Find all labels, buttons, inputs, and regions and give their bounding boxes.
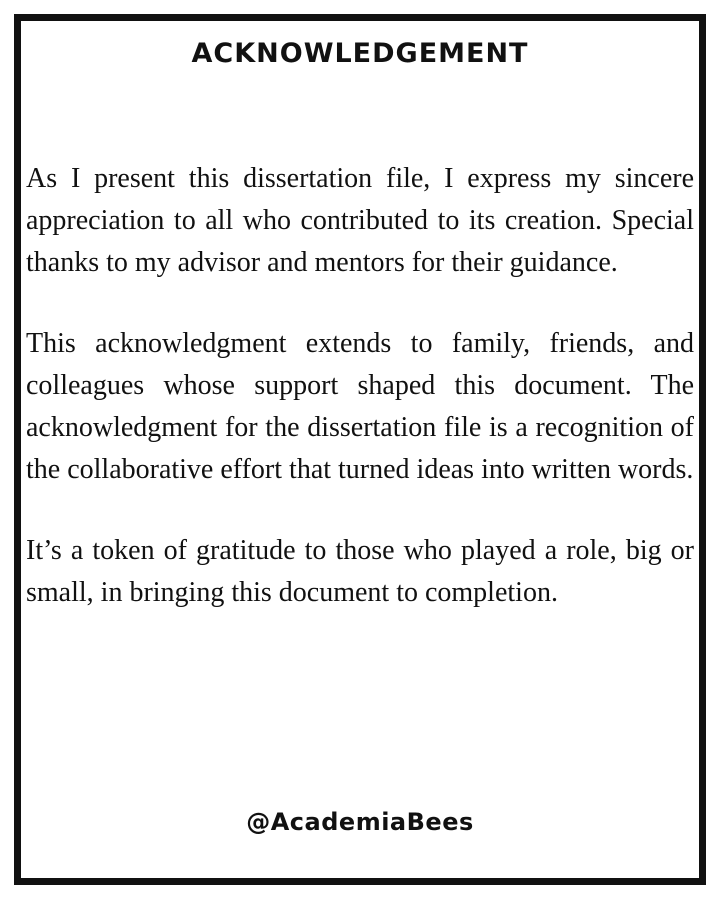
paragraph-3: It’s a token of gratitude to those who played a role, big or small, in bringing this document to completion. — [26, 535, 694, 608]
page-title: ACKNOWLEDGEMENT — [191, 38, 529, 69]
paragraph-1: As I present this dissertation file, I express my sincere appreciation to all who contributed to its creation. Special thanks to my advisor and mentors for their guidance. — [26, 163, 694, 278]
document-body — [26, 158, 694, 653]
author-handle: @AcademiaBees — [246, 808, 474, 836]
paragraph-2: This acknowledgment extends to family, friends, and colleagues whose support shaped this document. The acknowledgment for the dissertation file is a recognition of the collaborative effort that turned ideas into written words. — [26, 328, 694, 485]
